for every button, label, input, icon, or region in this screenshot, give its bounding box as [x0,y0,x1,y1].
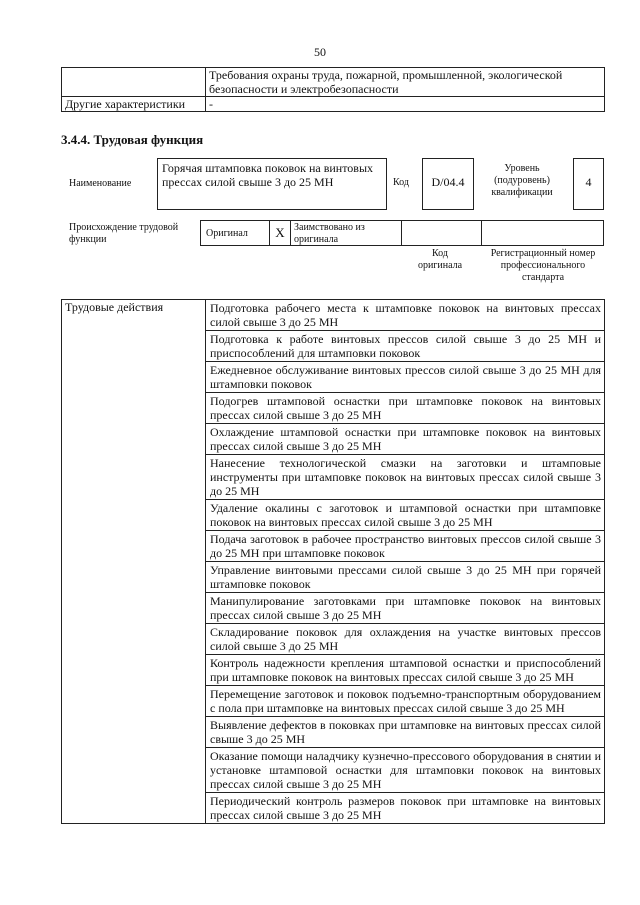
table-cell: Подготовка к работе винтовых прессов силой свыше 3 до 25 МН и приспособлений для штамповки поковок [206,331,605,362]
table-cell: Перемещение заготовок и поковок подъемно-транспортным оборудованием с пола при штамповке на винтовых прессах силой свыше 3 до 25 МН [206,686,605,717]
level-box: 4 [573,158,604,210]
table-cell: Охлаждение штамповой оснастки при штамповке поковок на винтовых прессах силой свыше 3 до 25 МН [206,424,605,455]
table-row [62,300,605,331]
origin-row [200,220,604,246]
table-cell: Складирование поковок для охлаждения на участке винтовых прессов силой свыше 3 до 25 МН [206,624,605,655]
table-cell: Оказание помощи наладчику кузнечно-прессового оборудования в снятии и установке штамповой оснастки для штамповки поковок на винтовых прессах силой свыше 3 до 25 МН [206,748,605,793]
origin-code-caption: Код оригинала [417,248,463,271]
top-continuation-table [61,67,605,112]
table-cell: Удаление окалины с заготовок и штамповой оснастки при штамповке поковок на винтовых прессах силой свыше 3 до 25 МН [206,500,605,531]
table-cell: Манипулирование заготовками при штамповке поковок на винтовых прессах силой свыше 3 до 25 МН [206,593,605,624]
borrowed-label: Заимствовано из оригинала [290,220,402,246]
level-label: Уровень (подуровень) квалификации [491,163,553,198]
original-label: Оригинал [200,220,270,246]
table-cell: Нанесение технологической смазки на заготовки и штамповые инструменты при штамповке поковок на винтовых прессах силой свыше 3 до 25 МН [206,455,605,500]
reg-number-caption: Регистрационный номер профессионального стандарта [490,248,596,283]
table-row [62,97,605,112]
table-cell [62,68,206,97]
origin-label: Происхождение трудовой функции [69,222,179,245]
table-cell: Выявление дефектов в поковках при штамповке на винтовых прессах силой свыше 3 до 25 МН [206,717,605,748]
table-cell: Управление винтовыми прессами силой свыше 3 до 25 МН при горячей штамповке поковок [206,562,605,593]
original-mark: X [269,220,291,246]
table-cell: Периодический контроль размеров поковок при штамповке на винтовых прессах силой свыше 3 до 25 МН [206,793,605,824]
section-title: 3.4.4. Трудовая функция [61,132,204,147]
table-cell: Подготовка рабочего места к штамповке поковок на винтовых прессах силой свыше 3 до 25 МН [206,300,605,331]
table-cell: Подача заготовок в рабочее пространство винтовых прессов силой свыше 3 до 25 МН при штамповке поковок [206,531,605,562]
table-cell: - [206,97,605,112]
labour-actions-table [61,299,605,824]
page-number: 50 [314,45,326,59]
table-cell: Другие характеристики [62,97,206,112]
function-code-box: D/04.4 [422,158,474,210]
origin-code-cell [401,220,482,246]
table-cell: Подогрев штамповой оснастки при штамповке поковок на винтовых прессах силой свыше 3 до 25 МН [206,393,605,424]
table-cell: Ежедневное обслуживание винтовых прессов силой свыше 3 до 25 МН для штамповки поковок [206,362,605,393]
table-cell: Контроль надежности крепления штамповой оснастки и приспособлений при штамповке поковок на винтовых прессах силой свыше 3 до 25 МН [206,655,605,686]
reg-number-cell [481,220,604,246]
name-label: Наименование [69,178,132,189]
function-name-box: Горячая штамповка поковок на винтовых прессах силой свыше 3 до 25 МН [157,158,387,210]
labour-actions-header: Трудовые действия [62,300,206,824]
table-row [62,68,605,97]
table-cell: Требования охраны труда, пожарной, промышленной, экологической безопасности и электробезопасности [206,68,605,97]
code-label: Код [393,177,409,188]
